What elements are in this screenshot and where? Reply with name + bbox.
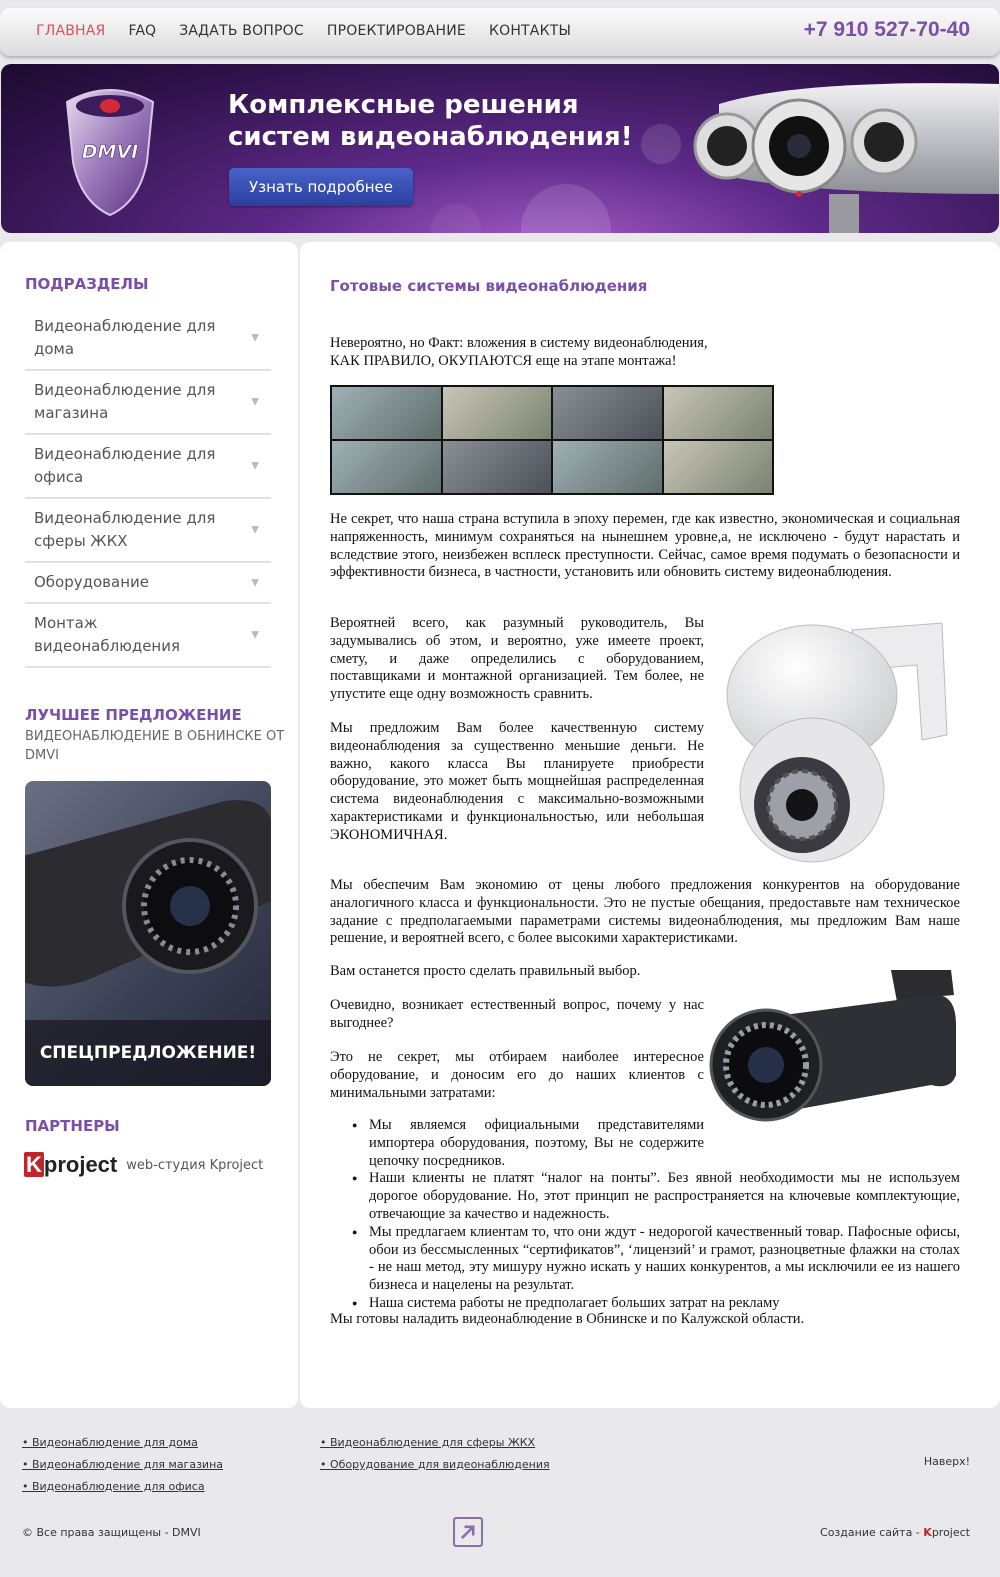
intro-text: Невероятно, но Факт: вложения в систему видеонаблюдения, КАК ПРАВИЛО, ОКУПАЮТСЯ еще на этапе монтажа! bbox=[330, 335, 708, 369]
paragraph-3: Мы предложим Вам более качественную систему видеонаблюдения за существенно меньшие деньги. Не важно, какого класса Вы планируете приобрести оборудование, это может быть мощнейшая распределенная система видеонаблюдения с максимально-возможными характеристиками и функциональностью, или небольшая ЭКОНОМИЧНАЯ. bbox=[330, 720, 704, 843]
chevron-down-icon: ▼ bbox=[251, 524, 259, 536]
footer-link-home[interactable]: • Видеонаблюдение для дома bbox=[22, 1436, 198, 1449]
list-item: ● Наша система работы не предполагает больших затрат на рекламу bbox=[352, 1295, 960, 1313]
sidebar-item-shop[interactable]: Видеонаблюдение для магазина ▼ bbox=[25, 371, 271, 435]
best-offer-subtitle: ВИДЕОНАБЛЮДЕНИЕ В ОБНИНСКЕ ОТ DMVI bbox=[25, 729, 285, 763]
dome-camera-image bbox=[712, 615, 960, 865]
partners-title: ПАРТНЕРЫ bbox=[25, 1117, 120, 1135]
cctv-camera-image bbox=[679, 64, 999, 233]
main-menu bbox=[36, 23, 571, 39]
back-to-top-link[interactable]: Наверх! bbox=[923, 1455, 970, 1468]
paragraph-2: Вероятней всего, как разумный руководитель, Вы задумывались об этом, и вероятно, уже имеете проект, смету, и даже определились с оборудованием, поставщиками и монтажной организацией. Тем более, не упустите еще одну возможность сравнить. bbox=[330, 615, 704, 703]
special-offer-label: СПЕЦПРЕДЛОЖЕНИЕ! bbox=[25, 1020, 271, 1086]
sidebar-item-installation[interactable]: Монтаж видеонаблюдения ▼ bbox=[25, 604, 271, 668]
footer-link-housing[interactable]: • Видеонаблюдение для сферы ЖКХ bbox=[320, 1436, 536, 1449]
site-credit[interactable]: Создание сайта - Kproject bbox=[820, 1526, 970, 1539]
footer-link-equipment[interactable]: • Оборудование для видеонаблюдения bbox=[320, 1458, 550, 1471]
sidebar-item-housing[interactable]: Видеонаблюдение для сферы ЖКХ ▼ bbox=[25, 499, 271, 563]
footer-links-col1 bbox=[22, 1432, 223, 1498]
best-offer bbox=[25, 706, 285, 765]
paragraph-5: Вам останется просто сделать правильный выбор. bbox=[330, 963, 641, 979]
sections-title: ПОДРАЗДЕЛЫ bbox=[25, 275, 149, 293]
bullet-camera-icon bbox=[25, 781, 271, 1021]
footer-link-office[interactable]: • Видеонаблюдение для офиса bbox=[22, 1480, 205, 1493]
camera-feeds-image bbox=[330, 385, 774, 495]
nav-home[interactable]: ГЛАВНАЯ bbox=[36, 23, 106, 39]
chevron-down-icon: ▼ bbox=[251, 460, 259, 472]
nav-faq[interactable]: FAQ bbox=[128, 23, 157, 39]
sidebar-item-office[interactable]: Видеонаблюдение для офиса ▼ bbox=[25, 435, 271, 499]
banner-title: Комплексные решения систем видеонаблюдения! bbox=[228, 90, 633, 152]
dmvi-logo[interactable] bbox=[61, 82, 159, 217]
page-title: Готовые системы видеонаблюдения bbox=[330, 277, 648, 295]
paragraph-6: Очевидно, возникает естественный вопрос, почему у нас выгоднее? bbox=[330, 997, 704, 1031]
paragraph-4: Мы обеспечим Вам экономию от цены любого предложения конкурентов на оборудование аналогичного класса и функциональности. Это не пустые обещания, предоставьте нам техническое задание с предполагаемыми параметрами системы видеонаблюдения, мы предложим Вам наше решение, и вероятней всего, с более высокими характеристиками. bbox=[330, 877, 960, 947]
list-item: ● Мы предлагаем клиентам то, что они ждут - недорогой качественный товар. Пафосные офисы, обои из бессмысленных “сертификатов”, ‘лицензий’ и грамот, разноцветные флажки на столах - не наш метод, эту мишуру нужно искать у наших конкурентов, а мы исключили ее из нашего бизнеса и нацелены на результат. bbox=[352, 1224, 960, 1295]
footer-links-col2 bbox=[320, 1432, 550, 1476]
chevron-down-icon: ▼ bbox=[251, 629, 259, 641]
sections-list bbox=[25, 307, 271, 668]
arrow-up-right-icon[interactable] bbox=[453, 1517, 483, 1547]
list-item: ● Мы являемся официальными представителями импортера оборудования, поэтому, Вы не содержите цепочку посредников. bbox=[352, 1117, 960, 1170]
chevron-down-icon: ▼ bbox=[251, 396, 259, 408]
closing-text: Мы готовы наладить видеонаблюдение в Обнинске и по Калужской области. bbox=[330, 1311, 805, 1327]
nav-contacts[interactable]: КОНТАКТЫ bbox=[488, 23, 572, 39]
phone-number: +7 910 527-70-40 bbox=[803, 18, 970, 41]
bullet-camera-image bbox=[706, 965, 960, 1130]
sidebar-item-home[interactable]: Видеонаблюдение для дома ▼ bbox=[25, 307, 271, 371]
nav-ask-question[interactable]: ЗАДАТЬ ВОПРОС bbox=[179, 23, 304, 39]
partner-text: web-студия Kproject bbox=[126, 1157, 264, 1173]
kproject-logo: Kproject bbox=[26, 1152, 118, 1177]
chevron-down-icon: ▼ bbox=[251, 577, 259, 588]
top-navigation bbox=[0, 8, 1000, 56]
benefits-list bbox=[352, 1117, 960, 1313]
partner-kproject[interactable] bbox=[24, 1152, 263, 1178]
paragraph-1: Не секрет, что наша страна вступила в эпоху перемен, где как известно, экономическая и социальная напряженность, минимум сохраняться на нынешнем уровне,а, не исключено - будут нарастать и вследствие этого, неизбежен всплеск преступности. Сейчас, самое время подумать о безопасности и эффективности бизнеса, в частности, установить или обновить систему видеонаблюдения. bbox=[330, 511, 960, 581]
chevron-down-icon: ▼ bbox=[251, 332, 259, 344]
best-offer-title: ЛУЧШЕЕ ПРЕДЛОЖЕНИЕ bbox=[25, 706, 242, 724]
hero-banner bbox=[1, 64, 999, 233]
paragraph-7: Это не секрет, мы отбираем наиболее интересное оборудование, и доносим его до наших клиентов с минимальными затратами: bbox=[330, 1049, 704, 1101]
footer-link-shop[interactable]: • Видеонаблюдение для магазина bbox=[22, 1458, 224, 1471]
learn-more-button[interactable]: Узнать подробнее bbox=[229, 168, 413, 206]
copyright: © Все права защищены - DMVI bbox=[22, 1526, 201, 1539]
special-offer-banner[interactable] bbox=[25, 781, 271, 1086]
logo-text: DMVI bbox=[81, 141, 139, 163]
list-item: ● Наши клиенты не платят “налог на понты”. Без явной необходимости мы не используем дорогое оборудование. Но, этот принцип не распространяется на ключевые комплектующие, отвечающие за качество и надежность. bbox=[352, 1170, 960, 1223]
nav-design[interactable]: ПРОЕКТИРОВАНИЕ bbox=[326, 23, 466, 39]
sidebar-item-equipment[interactable]: Оборудование ▼ bbox=[25, 563, 271, 604]
